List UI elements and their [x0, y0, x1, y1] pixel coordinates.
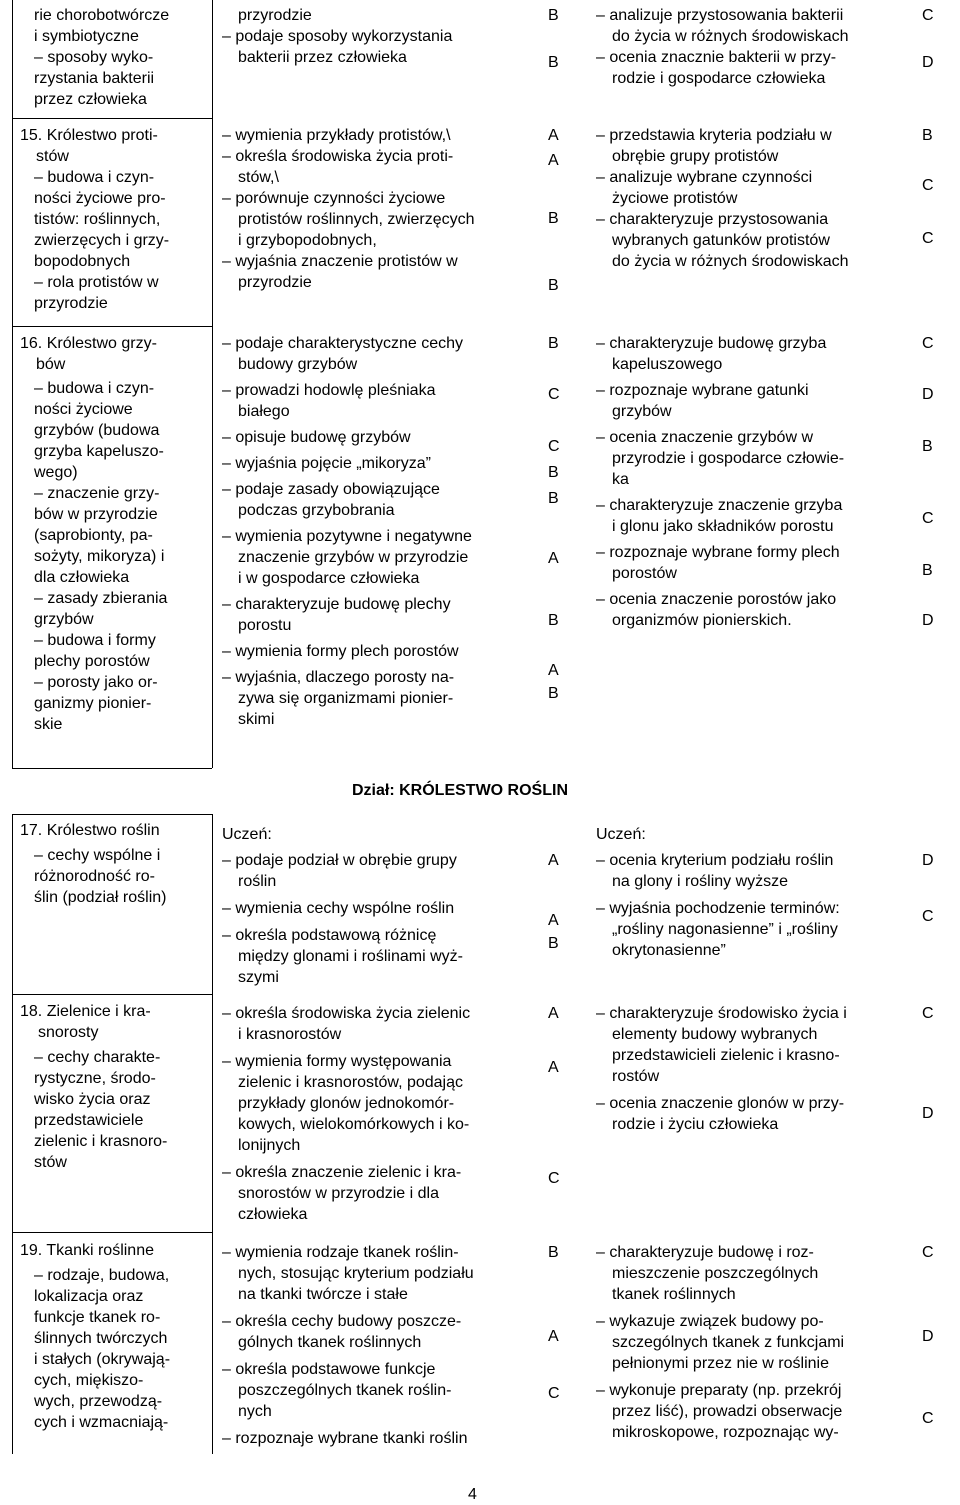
topic-line: przedstawiciele: [34, 1112, 144, 1129]
level-label: A: [548, 852, 559, 869]
extended-item-line: – charakteryzuje znaczenie grzyba: [596, 497, 843, 514]
topic-line: skie: [34, 716, 63, 733]
level-label: B: [548, 935, 559, 952]
topic-cell-15: [20, 125, 169, 314]
extended-item-line: „rośliny nagonasienne” i „rośliny: [612, 921, 838, 938]
level-label: C: [922, 335, 934, 352]
basic-item-line: – wymienia pozytywne i negatywne: [222, 528, 472, 545]
extended-item-line: – ocenia kryterium podziału roślin: [596, 852, 834, 869]
extended-item-line: przyrodzie i gospodarce człowie-: [612, 450, 845, 467]
topic-title: snorosty: [38, 1024, 99, 1041]
extended-item-line: – charakteryzuje środowisko życia i: [596, 1005, 847, 1022]
level-label: D: [922, 386, 934, 403]
uczen-label-extended: Uczeń:: [596, 826, 646, 843]
level-label: A: [548, 127, 559, 144]
topic-line: funkcje tkanek ro-: [34, 1309, 161, 1326]
extended-item-line: – rozpoznaje wybrane formy plech: [596, 544, 840, 561]
level-label: C: [922, 7, 934, 24]
topic-line: – cechy wspólne i: [34, 847, 161, 864]
basic-item-line: nych: [238, 1403, 272, 1420]
topic-line: przez człowieka: [34, 91, 147, 108]
level-label: B: [548, 464, 559, 481]
topic-line: ślinnych twórczych: [34, 1330, 168, 1347]
topic-cell-0: [20, 5, 169, 110]
topic-line: lokalizacja oraz: [34, 1288, 144, 1305]
extended-item-line: okrytonasienne”: [612, 942, 726, 959]
basic-item-line: przyrodzie: [238, 7, 312, 24]
extended-cell-18: [596, 1003, 847, 1135]
rule-row-bottom-2: [12, 994, 212, 995]
extended-item-line: – ocenia znaczenie porostów jako: [596, 591, 837, 608]
topic-line: zielenic i krasnoro-: [34, 1133, 168, 1150]
level-label: C: [548, 1385, 560, 1402]
basic-item-line: – określa znaczenie zielenic i kra-: [222, 1164, 462, 1181]
level-label: A: [548, 550, 559, 567]
level-label: C: [548, 386, 560, 403]
extended-item-line: przedstawicieli zielenic i krasno-: [612, 1047, 840, 1064]
basic-cell-17: [222, 850, 463, 988]
level-label: A: [548, 662, 559, 679]
extended-item-line: mieszczenie poszczególnych: [612, 1265, 819, 1282]
extended-item-line: – ocenia znaczenie glonów w przy-: [596, 1095, 845, 1112]
topic-cell-16: [20, 333, 167, 735]
basic-item-line: szymi: [238, 969, 279, 986]
basic-item-line: i w gospodarce człowieka: [238, 570, 420, 587]
topic-line: dla człowieka: [34, 569, 130, 586]
topic-line: grzybów (budowa: [34, 422, 160, 439]
topic-line: i symbiotyczne: [34, 28, 139, 45]
extended-item-line: – charakteryzuje budowę i roz-: [596, 1244, 814, 1261]
topic-line: rystyczne, środo-: [34, 1070, 156, 1087]
topic-title: 18. Zielenice i kra-: [20, 1003, 151, 1020]
basic-item-line: – podaje zasady obowiązujące: [222, 481, 440, 498]
basic-item-line: – podaje charakterystyczne cechy: [222, 335, 464, 352]
extended-item-line: życiowe protistów: [612, 190, 738, 207]
basic-item-line: – określa środowiska życia proti-: [222, 148, 454, 165]
topic-line: wego): [34, 464, 78, 481]
basic-item-line: i grzybopodobnych,: [238, 232, 377, 249]
topic-line: – budowa i formy: [34, 632, 156, 649]
topic-title: bów: [36, 356, 66, 373]
basic-item-line: skimi: [238, 711, 275, 728]
extended-item-line: rodzie i życiu człowieka: [612, 1116, 779, 1133]
level-label: A: [548, 1328, 559, 1345]
extended-item-line: – wykonuje preparaty (np. przekrój: [596, 1382, 842, 1399]
extended-item-line: i glonu jako składników porostu: [612, 518, 834, 535]
topic-title: 19. Tkanki roślinne: [20, 1242, 154, 1259]
basic-item-line: między glonami i roślinami wyż-: [238, 948, 463, 965]
topic-line: – sposoby wyko-: [34, 49, 154, 66]
page-number: 4: [468, 1486, 477, 1503]
extended-cell-16: [596, 333, 844, 631]
extended-item-line: grzybów: [612, 403, 672, 420]
level-label: B: [548, 612, 559, 629]
extended-item-line: mikroskopowe, rozpoznając wy-: [612, 1424, 839, 1441]
topic-line: różnorodność ro-: [34, 868, 155, 885]
basic-cell-18: [222, 1003, 470, 1225]
rule-row-top-1: [12, 118, 212, 119]
extended-item-line: na glony i rośliny wyższe: [612, 873, 789, 890]
topic-cell-18: [20, 1001, 167, 1173]
extended-item-line: rodzie i gospodarce człowieka: [612, 70, 826, 87]
level-label: B: [548, 335, 559, 352]
extended-cell-19: [596, 1242, 844, 1443]
topic-line: bopodobnych: [34, 253, 131, 270]
basic-item-line: podczas grzybobrania: [238, 502, 395, 519]
basic-item-line: – wyjaśnia znaczenie protistów w: [222, 253, 458, 270]
topic-line: (saprobionty, pa-: [34, 527, 153, 544]
basic-item-line: – określa środowiska życia zielenic: [222, 1005, 471, 1022]
topic-line: – porosty jako or-: [34, 674, 158, 691]
basic-item-line: – określa podstawowe funkcje: [222, 1361, 436, 1378]
extended-item-line: – analizuje wybrane czynności: [596, 169, 813, 186]
basic-item-line: przykłady glonów jednokomór-: [238, 1095, 455, 1112]
level-label: B: [548, 54, 559, 71]
level-label: B: [548, 490, 559, 507]
topic-line: wisko życia oraz: [34, 1091, 151, 1108]
basic-cell-19: [222, 1242, 474, 1449]
extended-item-line: ka: [612, 471, 629, 488]
level-label: D: [922, 852, 934, 869]
extended-item-line: – ocenia znaczenie grzybów w: [596, 429, 814, 446]
level-label: C: [922, 177, 934, 194]
basic-item-line: – wymienia formy występowania: [222, 1053, 452, 1070]
level-label: A: [548, 1005, 559, 1022]
basic-item-line: na tkanki twórcze i stałe: [238, 1286, 408, 1303]
extended-item-line: porostów: [612, 565, 677, 582]
basic-item-line: przyrodzie: [238, 274, 312, 291]
basic-item-line: snorostów w przyrodzie i dla: [238, 1185, 439, 1202]
extended-cell-17: [596, 850, 840, 961]
basic-item-line: – opisuje budowę grzybów: [222, 429, 411, 446]
topic-line: rie chorobotwórcze: [34, 7, 170, 24]
extended-item-line: elementy budowy wybranych: [612, 1026, 818, 1043]
basic-item-line: – wymienia przykłady protistów,\: [222, 127, 451, 144]
topic-line: plechy porostów: [34, 653, 150, 670]
basic-item-line: człowieka: [238, 1206, 308, 1223]
extended-item-line: wybranych gatunków protistów: [612, 232, 830, 249]
topic-line: – budowa i czyn-: [34, 169, 155, 186]
extended-item-line: tkanek roślinnych: [612, 1286, 736, 1303]
level-label: D: [922, 1328, 934, 1345]
basic-item-line: – wyjaśnia pojęcie „mikoryza”: [222, 455, 431, 472]
topic-line: – rola protistów w: [34, 274, 159, 291]
basic-item-line: – podaje podział w obrębie grupy: [222, 852, 457, 869]
basic-item-line: protistów roślinnych, zwierzęcych: [238, 211, 475, 228]
extended-item-line: rostów: [612, 1068, 660, 1085]
level-label: C: [922, 510, 934, 527]
basic-cell-15: [222, 125, 475, 293]
topic-title: 16. Królestwo grzy-: [20, 335, 157, 352]
level-label: D: [922, 1105, 934, 1122]
topic-line: – cechy charakte-: [34, 1049, 161, 1066]
topic-cell-19: [20, 1240, 170, 1433]
extended-item-line: – wyjaśnia pochodzenie terminów:: [596, 900, 840, 917]
basic-item-line: bakterii przez człowieka: [238, 49, 407, 66]
section-heading: Dział: KRÓLESTWO ROŚLIN: [352, 782, 568, 799]
basic-item-line: zielenic i krasnorostów, podając: [238, 1074, 464, 1091]
extended-item-line: – charakteryzuje przystosowania: [596, 211, 829, 228]
level-label: B: [548, 1244, 559, 1261]
basic-item-line: stów,\: [238, 169, 279, 186]
topic-line: ślin (podział roślin): [34, 889, 167, 906]
basic-item-line: – prowadzi hodowlę pleśniaka: [222, 382, 436, 399]
basic-cell-0: [222, 5, 452, 68]
topic-line: ganizmy pionier-: [34, 695, 152, 712]
extended-item-line: organizmów pionierskich.: [612, 612, 792, 629]
topic-line: wych, przewodzą-: [34, 1393, 163, 1410]
basic-item-line: lonijnych: [238, 1137, 301, 1154]
rule-col-1: [12, 0, 13, 768]
topic-line: grzyba kapeluszo-: [34, 443, 164, 460]
extended-item-line: przez liść), prowadzi obserwacje: [612, 1403, 843, 1420]
extended-item-line: – analizuje przystosowania bakterii: [596, 7, 844, 24]
extended-item-line: obrębie grupy protistów: [612, 148, 779, 165]
extended-item-line: kapeluszowego: [612, 356, 723, 373]
rule-row-top-2: [12, 326, 212, 327]
rule-row-bottom-1: [12, 814, 212, 815]
topic-line: ności życiowe: [34, 401, 133, 418]
level-label: C: [922, 1244, 934, 1261]
topic-line: – rodzaje, budowa,: [34, 1267, 170, 1284]
extended-item-line: pełnionymi przez nie w roślinie: [612, 1355, 829, 1372]
level-label: A: [548, 1059, 559, 1076]
topic-line: zwierzęcych i grzy-: [34, 232, 170, 249]
basic-item-line: zywa się organizmami pionier-: [238, 690, 454, 707]
topic-line: stów: [34, 1154, 67, 1171]
basic-item-line: roślin: [238, 873, 277, 890]
rule-col-2b: [212, 814, 213, 1454]
rule-col-1b: [12, 814, 13, 1454]
topic-title: 15. Królestwo proti-: [20, 127, 158, 144]
level-label: B: [548, 685, 559, 702]
rule-col-2: [212, 0, 213, 768]
topic-line: ności życiowe pro-: [34, 190, 166, 207]
topic-line: sożyty, mikoryza) i: [34, 548, 165, 565]
extended-cell-15: [596, 125, 849, 272]
level-label: C: [922, 230, 934, 247]
basic-item-line: – rozpoznaje wybrane tkanki roślin: [222, 1430, 468, 1447]
extended-cell-0: [596, 5, 849, 89]
topic-line: bów w przyrodzie: [34, 506, 158, 523]
extended-item-line: – wykazuje związek budowy po-: [596, 1313, 824, 1330]
topic-title: 17. Królestwo roślin: [20, 822, 160, 839]
basic-item-line: poszczególnych tkanek roślin-: [238, 1382, 452, 1399]
basic-item-line: – określa podstawową różnicę: [222, 927, 437, 944]
level-label: B: [548, 7, 559, 24]
rule-row-bottom-3: [12, 1232, 212, 1233]
basic-item-line: i krasnorostów: [238, 1026, 342, 1043]
basic-item-line: kowych, wielokomórkowych i ko-: [238, 1116, 470, 1133]
topic-line: cych i wzmacniają-: [34, 1414, 169, 1431]
topic-line: – zasady zbierania: [34, 590, 168, 607]
topic-line: tistów: roślinnych,: [34, 211, 161, 228]
level-label: C: [922, 908, 934, 925]
basic-item-line: – wyjaśnia, dlaczego porosty na-: [222, 669, 455, 686]
topic-line: grzybów: [34, 611, 94, 628]
extended-item-line: do życia w różnych środowiskach: [612, 253, 849, 270]
topic-line: cych, miękiszo-: [34, 1372, 144, 1389]
basic-item-line: – charakteryzuje budowę plechy: [222, 596, 451, 613]
basic-item-line: znaczenie grzybów w przyrodzie: [238, 549, 469, 566]
level-label: B: [922, 127, 933, 144]
topic-line: przyrodzie: [34, 295, 108, 312]
level-label: D: [922, 54, 934, 71]
basic-item-line: nych, stosując kryterium podziału: [238, 1265, 474, 1282]
basic-item-line: – wymienia cechy wspólne roślin: [222, 900, 455, 917]
topic-line: rzystania bakterii: [34, 70, 155, 87]
topic-line: i stałych (okrywają-: [34, 1351, 171, 1368]
level-label: B: [548, 210, 559, 227]
level-label: A: [548, 152, 559, 169]
extended-item-line: – charakteryzuje budowę grzyba: [596, 335, 827, 352]
level-label: C: [922, 1410, 934, 1427]
level-label: A: [548, 912, 559, 929]
level-label: C: [922, 1005, 934, 1022]
topic-line: – znaczenie grzy-: [34, 485, 160, 502]
topic-cell-17: [20, 820, 167, 908]
topic-title: stów: [36, 148, 69, 165]
extended-item-line: do życia w różnych środowiskach: [612, 28, 849, 45]
basic-item-line: – określa cechy budowy poszcze-: [222, 1313, 462, 1330]
basic-item-line: białego: [238, 403, 290, 420]
level-label: C: [548, 438, 560, 455]
level-label: B: [548, 277, 559, 294]
uczen-label-basic: Uczeń:: [222, 826, 272, 843]
extended-item-line: szczególnych tkanek z funkcjami: [612, 1334, 845, 1351]
rule-row-top-3: [12, 768, 212, 769]
level-label: B: [922, 438, 933, 455]
basic-item-line: – podaje sposoby wykorzystania: [222, 28, 453, 45]
level-label: B: [922, 562, 933, 579]
basic-cell-16: [222, 333, 472, 730]
level-label: D: [922, 612, 934, 629]
basic-item-line: – wymienia formy plech porostów: [222, 643, 459, 660]
basic-item-line: budowy grzybów: [238, 356, 358, 373]
level-label: C: [548, 1170, 560, 1187]
extended-item-line: – ocenia znacznie bakterii w przy-: [596, 49, 837, 66]
extended-item-line: – rozpoznaje wybrane gatunki: [596, 382, 809, 399]
extended-item-line: – przedstawia kryteria podziału w: [596, 127, 832, 144]
basic-item-line: porostu: [238, 617, 292, 634]
topic-line: – budowa i czyn-: [34, 380, 155, 397]
basic-item-line: – porównuje czynności życiowe: [222, 190, 446, 207]
basic-item-line: – wymienia rodzaje tkanek roślin-: [222, 1244, 459, 1261]
basic-item-line: gólnych tkanek roślinnych: [238, 1334, 422, 1351]
